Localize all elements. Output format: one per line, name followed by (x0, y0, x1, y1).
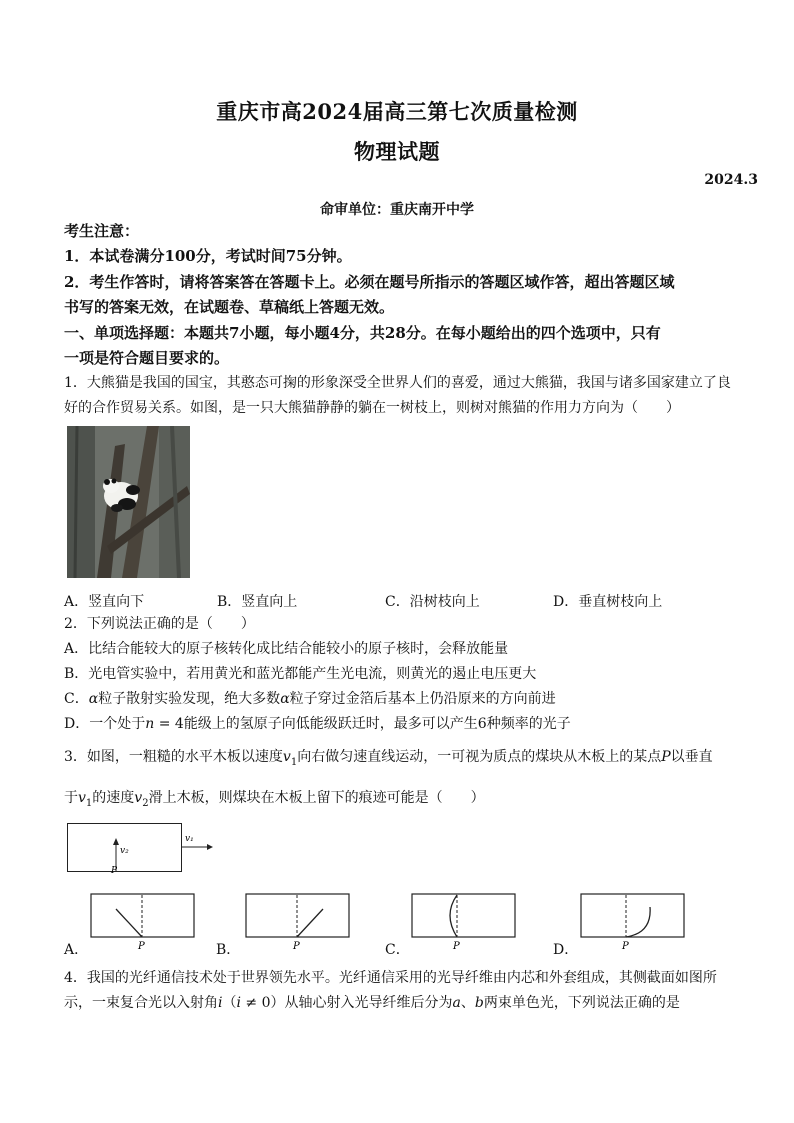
q3-option-c-label: C． (385, 942, 410, 958)
notice-heading: 考生注意： (64, 222, 140, 240)
q2-stem: 2．下列说法正确的是（ ） (64, 616, 255, 632)
author-unit: 命审单位：重庆南开中学 (320, 202, 474, 218)
q1-stem-line-1: 1．大熊猫是我国的国宝，其憨态可掬的形象深受全世界人们的喜爱，通过大熊猫，我国与诸多国家建立了良 (64, 375, 731, 391)
q3-option-c-figure (411, 893, 519, 951)
notice-item-1: 1．本试卷满分100分，考试时间75分钟。 (64, 247, 352, 265)
q3-option-d-figure (580, 893, 688, 951)
exam-date: 2024.3 (704, 172, 758, 188)
q2-option-b: B．光电管实验中，若用黄光和蓝光都能产生光电流，则黄光的遏止电压更大 (64, 666, 537, 682)
q3-option-d-label: D． (553, 942, 579, 958)
q2-option-d: D．一个处于n = 4能级上的氢原子向低能级跃迁时，最多可以产生6种频率的光子 (64, 716, 571, 732)
fig-v1-label: v₁ (185, 834, 194, 844)
q3-stem-line-2: 于$v_1$的速度$v_2$滑上木板，则煤块在木板上留下的痕迹可能是（ ） (64, 790, 485, 809)
q2-option-a: A．比结合能较大的原子核转化成比结合能较小的原子核时，会释放能量 (64, 641, 509, 657)
fig-p-label: P (111, 866, 118, 875)
q3-option-b-figure (245, 893, 353, 951)
q3-option-a-figure (90, 893, 198, 951)
point-p-label: P (293, 941, 300, 951)
page-title: 重庆市高2024届高三第七次质量检测 (216, 99, 578, 124)
panda-photo (67, 426, 190, 578)
q4-stem-line-2: 示，一束复合光以入射角i（i ≠ 0）从轴心射入光导纤维后分为a、b两束单色光，下列说法正确的是 (64, 995, 680, 1011)
point-p-label: P (622, 941, 629, 951)
q3-option-b-label: B． (216, 942, 241, 958)
q3-board-figure-arrows (67, 823, 217, 875)
q1-stem-line-2: 好的合作贸易关系。如图，是一只大熊猫静静的躺在一树枝上，则树对熊猫的作用力方向为（ ） (64, 400, 680, 416)
q4-stem-line-1: 4．我国的光纤通信技术处于世界领先水平。光纤通信采用的光导纤维由内芯和外套组成，其侧截面如图所 (64, 970, 717, 986)
q3-stem-line-1: 3．如图，一粗糙的水平木板以速度$v_1$向右做匀速直线运动，一可视为质点的煤块从木板上的某点P以垂直 (64, 749, 713, 768)
page-subtitle: 物理试题 (354, 139, 440, 164)
section-1-line-1: 一、单项选择题：本题共7小题，每小题4分，共28分。在每小题给出的四个选项中，只有 (64, 324, 661, 342)
section-1-line-2: 一项是符合题目要求的。 (64, 349, 230, 367)
q1-option-a: A．竖直向下 (64, 594, 145, 610)
point-p-label: P (453, 941, 460, 951)
q1-option-b: B．竖直向上 (217, 594, 298, 610)
q2-option-c: C．α粒子散射实验发现，绝大多数α粒子穿过金箔后基本上仍沿原来的方向前进 (64, 691, 556, 707)
fig-v2-label: v₂ (120, 846, 129, 856)
q1-option-d: D．垂直树枝向上 (553, 594, 663, 610)
panda-on-tree-image (67, 426, 190, 578)
q1-option-c: C．沿树枝向上 (385, 594, 480, 610)
notice-item-2-line-2: 书写的答案无效，在试题卷、草稿纸上答题无效。 (64, 298, 395, 316)
point-p-label: P (138, 941, 145, 951)
q3-option-a-label: A． (64, 942, 89, 958)
notice-item-2-line-1: 2．考生作答时，请将答案答在答题卡上。必须在题号所指示的答题区域作答，超出答题区域 (64, 273, 675, 291)
